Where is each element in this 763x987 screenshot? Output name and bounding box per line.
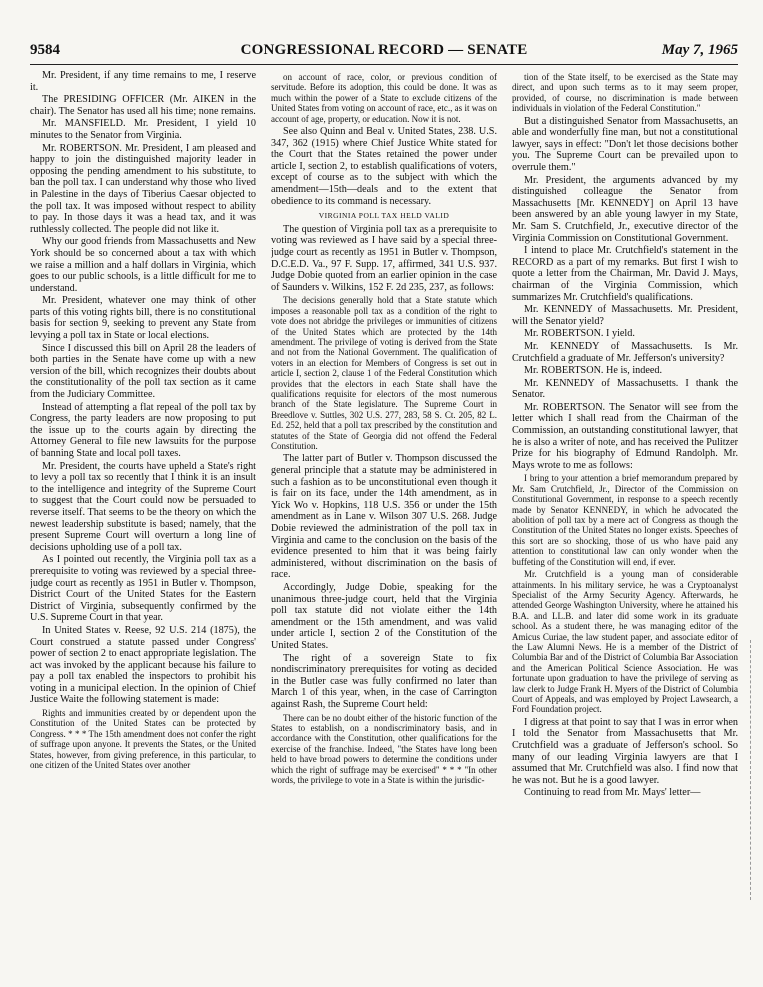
paragraph: Since I discussed this bill on April 28 the leaders of both parties in the Senate have come up with a new version of the bill, which recognizes their doubts about the constitutionality of the poll tax section as it came from the Judiciary Committee.	[30, 342, 256, 401]
page-number: 9584	[30, 42, 60, 58]
paragraph: Mr. President, the arguments advanced by my distinguished colleague the Senator from Massachusetts [Mr. KENNEDY] on April 13 have been answered by an able young lawyer in my State, Mr. Sam S. Crutchfield, Jr., executive director of the Virginia Commission on Constitutional Government.	[512, 174, 738, 244]
paragraph: As I pointed out recently, the Virginia poll tax as a prerequisite to voting was reviewed by a special three-judge court as recently as 1951 in Butler v. Thompson, District Court of the United States for the Eastern District of Virginia, subsequently confirmed by the U.S. Supreme Court in that year.	[30, 554, 256, 624]
section-heading: VIRGINIA POLL TAX HELD VALID	[318, 211, 450, 221]
paragraph: Mr. KENNEDY of Massachusetts. Mr. President, will the Senator yield?	[512, 304, 738, 327]
paragraph: Accordingly, Judge Dobie, speaking for the unanimous three-judge court, held that the Virginia poll tax statute did not violate either the 14th amendment or the 15th amendment, and was valid under article I, section 2 of the Constitution of the United States.	[271, 581, 497, 651]
paragraph: Mr. KENNEDY of Massachusetts. Is Mr. Crutchfield a graduate of Mr. Jefferson's university?	[512, 340, 738, 364]
paragraph: Instead of attempting a flat repeal of the poll tax by Congress, the party leaders are now proposing to put the issue up to the courts again by directing the Attorney General to file new lawsuits for the purpose of banning State and local poll taxes.	[30, 401, 256, 459]
paragraph: Mr. President, if any time remains to me, I reserve it.	[30, 70, 256, 93]
block-quote: The decisions generally hold that a State statute which imposes a reasonable poll tax as a condition of the right to vote does not abridge the privileges or immunities of citizens of the United States which are protected by the 14th amendment. The privilege of voting is derived from the State and not from the National Government. The qualification of voters in an election for Members of Congress is set out in article I, section 2, clause 1 of the Federal Constitution which provides that the electors in each State shall have the qualifications requisite for electors of the most numerous branch of the State legislature. The Supreme Court in Breedlove v. Suttles, 302 U.S. 277, 283, 58 S. Ct. 205, 82 L. Ed. 252, held that a poll tax prescribed by the constitution and statutes of the State of Georgia did not offend the Federal Constitution.	[271, 295, 497, 452]
block-quote: I bring to your attention a brief memorandum prepared by Mr. Sam Crutchfield, Jr., Director of the Commission on Constitutional Government, in response to a speech recently made by Senator KENNEDY, in which he advocated the abolition of poll tax by a mere act of Congress as though the Constitution of the United States no longer exists. Speeches of this sort are so shocking, those of us who have paid any attention to constitutional law can only wonder when the buffeting of the Constitution will end, if ever.	[512, 473, 738, 567]
paragraph: Mr. President, whatever one may think of other parts of this voting rights bill, there is no constitutional basis for section 9, seeking to prevent any State from levying a poll tax in State or local elections.	[30, 295, 256, 342]
paragraph: The question of Virginia poll tax as a prerequisite to voting was reviewed as I have said by a special three-judge court as recently as 1951 in Butler v. Thompson, D.C.E.D. Va., 97 F. Supp. 17, affirmed, 341 U.S. 937. Judge Dobie quoted from an earlier opinion in the case of Saunders v. Wilkins, 152 F. 2d 235, 237, as follows:	[271, 223, 497, 293]
paragraph: But a distinguished Senator from Massachusetts, an able and wonderfully fine man, but not a constitutional lawyer, says in effect: "Don't let those decisions bother you. The Supreme Court can be prevailed upon to overrule them."	[512, 115, 738, 173]
paragraph: Why our good friends from Massachusetts and New York should be so concerned about a tax with which we raise a million and a half dollars in Virginia, which goes to our public schools, is a little difficult for me to understand.	[30, 236, 256, 294]
paragraph: In United States v. Reese, 92 U.S. 214 (1875), the Court construed a statute passed under Congress' power of section 2 to enact appropriate legislation. The act was invoked by the applicant because his failure to pay a poll tax enabled the inspectors to prohibit his voting in a municipal election. In the opinion of Chief Justice Waite the following statement is made:	[30, 624, 256, 706]
block-quote: Rights and immunities created by or dependent upon the Constitution of the United States can be protected by Congress. * * * The 15th amendment does not confer the right of suffrage upon anyone. It prevents the States, or the United States, however, from giving preference, in this particular, to one citizen of the United States over another	[30, 708, 256, 771]
paragraph: Mr. KENNEDY of Massachusetts. I thank the Senator.	[512, 377, 738, 401]
page-header	[30, 42, 738, 64]
binding-edge-marks	[750, 640, 755, 900]
paragraph: Mr. ROBERTSON. He is, indeed.	[524, 365, 663, 377]
paragraph: The latter part of Butler v. Thompson discussed the general principle that a statute may be administered in such a fashion as to be unconstitutional even though it is fair on its face, under the 14th amendment, as in Yick Wo v. Hopkins, 118 U.S. 356 or under the 15th amendment as in Lane v. Wilson 307 U.S. 268. Judge Dobie reviewed the administration of the poll tax in Virginia and came to the conclusion on the basis of the evidence presented to him that it was being fairly administered, without discrimination on the basis of race.	[271, 453, 497, 581]
block-quote: Mr. Crutchfield is a young man of considerable attainments. In his military service, he was a Cryptoanalyst Specialist of the Army Security Agency. Afterwards, he attended George Washington University, where he attained his B.A. and LL.B. and later did some work in its graduate school. As a student there, he was managing editor of the Amicus Curiae, the law student paper, and associate editor of the Law Alumni News. He is a member of the District of Columbia Bar and of the District of Columbia Bar Association and the American Political Science Association. He was fortunate upon graduation to have the privilege of serving as law clerk to Judge Frank H. Myers of the District of Columbia Court of Appeals, and was employed by Project Lawsearch, a Ford Foundation project.	[512, 569, 738, 715]
paragraph: Mr. President, the courts have upheld a State's right to levy a poll tax so recently that I think it is an insult to the intelligence and integrity of the Supreme Court to suggest that the Court could now be persuaded to reverse itself. That seems to be the theory on which the newest leadership substitute is based; namely, that the present Supreme Court will overturn a long line of decisions upholding use of a poll tax.	[30, 460, 256, 553]
paragraph: I digress at that point to say that I was in error when I told the Senator from Massachusetts that Mr. Crutchfield was a graduate of Jefferson's school. So many of our leading Virginia lawyers are that I assumed that Mr. Crutchfield was also. I find now that he was not. But he is a good lawyer.	[512, 716, 738, 786]
column-2	[271, 70, 497, 975]
block-quote: There can be no doubt either of the historic function of the States to establish, on a nondiscriminatory basis, and in accordance with the Constitution, other qualifications for the exercise of the franchise. Indeed, "the States have long been held to have broad powers to determine the conditions under which the right of suffrage may be exercised" * * * "In other words, the privilege to vote in a State is within the jurisdic-	[271, 712, 497, 785]
block-quote: tion of the State itself, to be exercised as the State may direct, and upon such terms as to it may seem proper, provided, of course, no discrimination is made between individuals in violation of the Federal Constitution."	[512, 72, 738, 114]
column-3	[512, 70, 738, 975]
block-quote: on account of race, color, or previous condition of servitude. Before its adoption, this could be done. It was as much within the power of a State to exclude citizens of the United States from voting on account of race, etc., as it was on account of age, property, or education. Now it is not.	[271, 72, 497, 124]
header-rule	[30, 64, 738, 65]
column-1	[30, 70, 256, 975]
paragraph: Mr. ROBERTSON. Mr. President, I am pleased and happy to join the distinguished majority leader in opposing the pending amendment to his substitute, to ban the poll tax. I can understand why those who lived in Palestine in the days of Tiberius Caesar objected to the poll tax. It was imposed without respect to ability to pay. In those days it was a head tax, and it was ruthlessly collected. The people did not like it.	[30, 142, 256, 235]
paragraph: The right of a sovereign State to fix nondiscriminatory prerequisites for voting as decided in the Butler case was fully confirmed no later than March 1 of this year, when, in the case of Carrington against Rash, the Supreme Court held:	[271, 652, 497, 710]
paragraph: Continuing to read from Mr. Mays' letter—	[524, 787, 701, 799]
paragraph: See also Quinn and Beal v. United States, 238. U.S. 347, 362 (1915) where Chief Justice White stated for the Court that the States retained the power under article I, section 2, to establish qualifications of voters, except of course as to the subject with which the amendment—15th—deals and to the extent that obedience to its command is necessary.	[271, 126, 497, 207]
publication-title: CONGRESSIONAL RECORD — SENATE	[240, 42, 528, 58]
paragraph: Mr. ROBERTSON. The Senator will see from the letter which I shall read from the Chairman of the Commission, an outstanding constitutional lawyer, that he is also a writer of note, and has received the Pulitzer Prize for his biography of Edmund Randolph. Mr. Mays wrote to me as follows:	[512, 401, 738, 471]
paragraph: Mr. MANSFIELD. Mr. President, I yield 10 minutes to the Senator from Virginia.	[30, 118, 256, 141]
issue-date: May 7, 1965	[661, 42, 738, 58]
paragraph: Mr. ROBERTSON. I yield.	[524, 328, 635, 340]
paragraph: The PRESIDING OFFICER (Mr. AIKEN in the chair). The Senator has used all his time; none remains.	[30, 94, 256, 117]
article-body	[30, 70, 738, 975]
paragraph: I intend to place Mr. Crutchfield's statement in the RECORD as a part of my remarks. But first I wish to quote a letter from the Chairman, Mr. David J. Mays, chairman of the Virginia Commission, which summarizes Mr. Crutchfield's qualifications.	[512, 245, 738, 303]
